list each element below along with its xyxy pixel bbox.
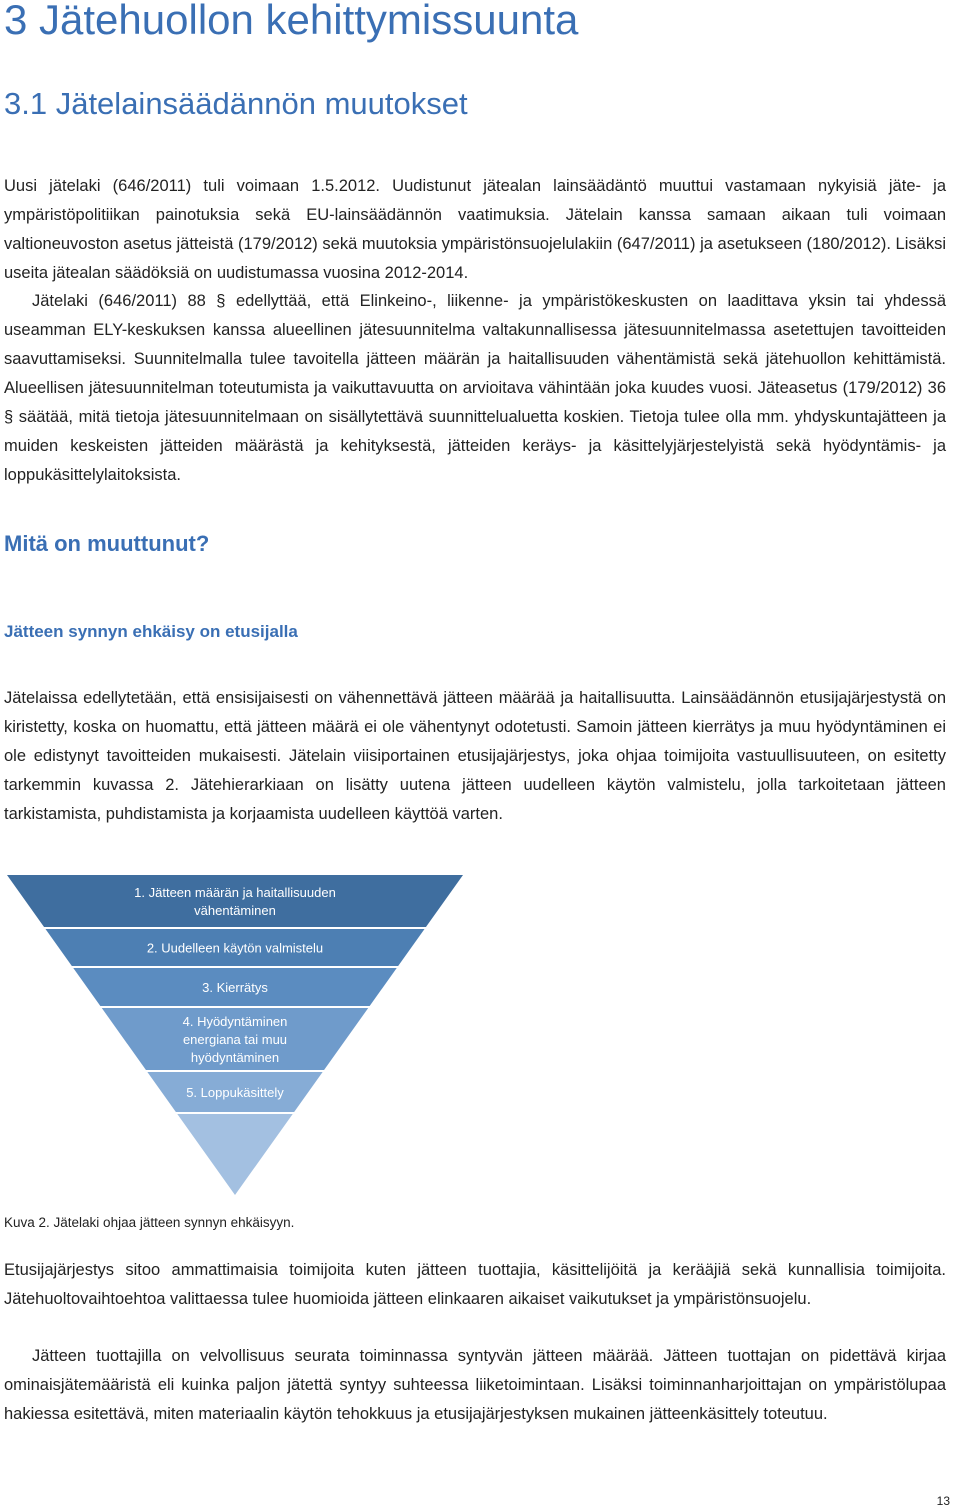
hierarchy-level-1-label: 1. Jätteen määrän ja haitallisuuden xyxy=(134,885,336,900)
page-heading: 3 Jätehuollon kehittymissuunta xyxy=(4,0,579,43)
section-subheading: 3.1 Jätelainsäädännön muutokset xyxy=(4,86,468,121)
section-title: Mitä on muuttunut? xyxy=(4,531,210,556)
paragraph-2-text: Jätelaki (646/2011) 88 § edellyttää, että Elinkeino-, liikenne- ja ympäristökeskusten on laadittava yksin tai yhdessä useamman ELY-keskuksen kanssa alueellinen jätesuunnitelma valtakunnallisessa jätesuunnitelmassa asetettujen tavoitteiden saavuttamiseksi. Suunnitelmalla tulee tavoitella jätteen määrän ja haitallisuuden vähentämistä sekä jätehuollon kehittämistä. Alueellisen jätesuunnitelman toteutumista ja vaikuttavuutta on arvioitava vähintään joka kuudes vuosi. Jäteasetus (179/2012) 36 § säätää, mitä tietoja jätesuunnitelmaan on sisällytettävä suunnittelualuetta koskien. Tietoja tulee olla mm. yhdyskuntajätteen ja muiden keskeisten jätteiden määrästä ja kehityksestä, jätteiden keräys- ja käsittelyjärjestelyistä sekä hyödyntämis- ja loppukäsittelylaitoksista. xyxy=(4,292,946,484)
paragraph-2 xyxy=(4,287,946,490)
hierarchy-level-1 xyxy=(7,875,463,927)
waste-hierarchy-diagram xyxy=(0,875,470,1200)
paragraph-3: Jätelaissa edellytetään, että ensisijaisesti on vähennettävä jätteen määrää ja haitallisuutta. Lainsäädännön etusijajärjestystä on kiristetty, koska on huomattu, että jätteen määrä ei ole vähentynyt odotetusti. Samoin jätteen kierrätys ja muu hyödyntäminen ei ole edistynyt tavoitteiden mukaisesti. Jätelain viisiportainen etusijajärjestys, joka ohjaa toimijoita vastuullisuuteen, on esitetty tarkemmin kuvassa 2. Jätehierarkiaan on lisätty uutena jätteen uudelleen käytön valmistelu, jolla tarkoitetaan jätteen tarkistamista, puhdistamista ja korjaamista uudelleen käyttöä varten. xyxy=(4,689,946,823)
hierarchy-level-4-label: hyödyntäminen xyxy=(190,1050,280,1065)
subsection-title: Jätteen synnyn ehkäisy on etusijalla xyxy=(4,622,298,641)
paragraph-1: Uusi jätelaki (646/2011) tuli voimaan 1.5.2012. Uudistunut jätealan lainsäädäntö muuttui vastamaan nykyisiä jäte- ja ympäristöpolitiikan painotuksia sekä EU-lainsäädännön vaatimuksia. Jätelain kanssa samaan aikaan tuli voimaan valtioneuvoston asetus jätteistä (179/2012) sekä muutoksia ympäristönsuojelulakiin (647/2011) ja asetukseen (180/2012). Lisäksi useita jätealan säädöksiä on uudistumassa vuosina 2012-2014. xyxy=(4,177,946,282)
hierarchy-level-6 xyxy=(177,1114,292,1195)
figure-caption: Kuva 2. Jätelaki ohjaa jätteen synnyn ehkäisyyn. xyxy=(4,1215,295,1230)
hierarchy-level-1-label: vähentäminen xyxy=(194,903,276,918)
hierarchy-level-2-label: 2. Uudelleen käytön valmistelu xyxy=(146,940,324,956)
hierarchy-level-4-label: energiana tai muu xyxy=(182,1032,288,1047)
hierarchy-level-3-label: 3. Kierrätys xyxy=(202,980,268,995)
page-number: 13 xyxy=(936,1494,950,1508)
hierarchy-level-5-label: 5. Loppukäsittely xyxy=(186,1085,284,1100)
paragraph-5-text: Jätteen tuottajilla on velvollisuus seurata toiminnassa syntyvän jätteen määrää. Jätteen tuottajan on pidettävä kirjaa ominaisjätemääristä eli kuinka paljon jätettä syntyy suhteessa liiketoimintaan. Lisäksi toiminnanharjoittajan on ympäristölupaa hakiessa esitettävä, miten materiaalin käytön tehokkuus ja etusijajärjestyksen mukainen jätteenkäsittely toteutuu. xyxy=(4,1347,946,1423)
hierarchy-level-4-label: 4. Hyödyntäminen xyxy=(182,1014,288,1029)
paragraph-4: Etusijajärjestys sitoo ammattimaisia toimijoita kuten jätteen tuottajia, käsittelijöitä ja kerääjiä sekä kunnallisia toimijoita. Jätehuoltovaihtoehtoa valittaessa tulee huomioida jätteen elinkaaren aikaiset vaikutukset ja ympäristönsuojelu. xyxy=(4,1261,946,1308)
paragraph-5 xyxy=(4,1342,946,1429)
